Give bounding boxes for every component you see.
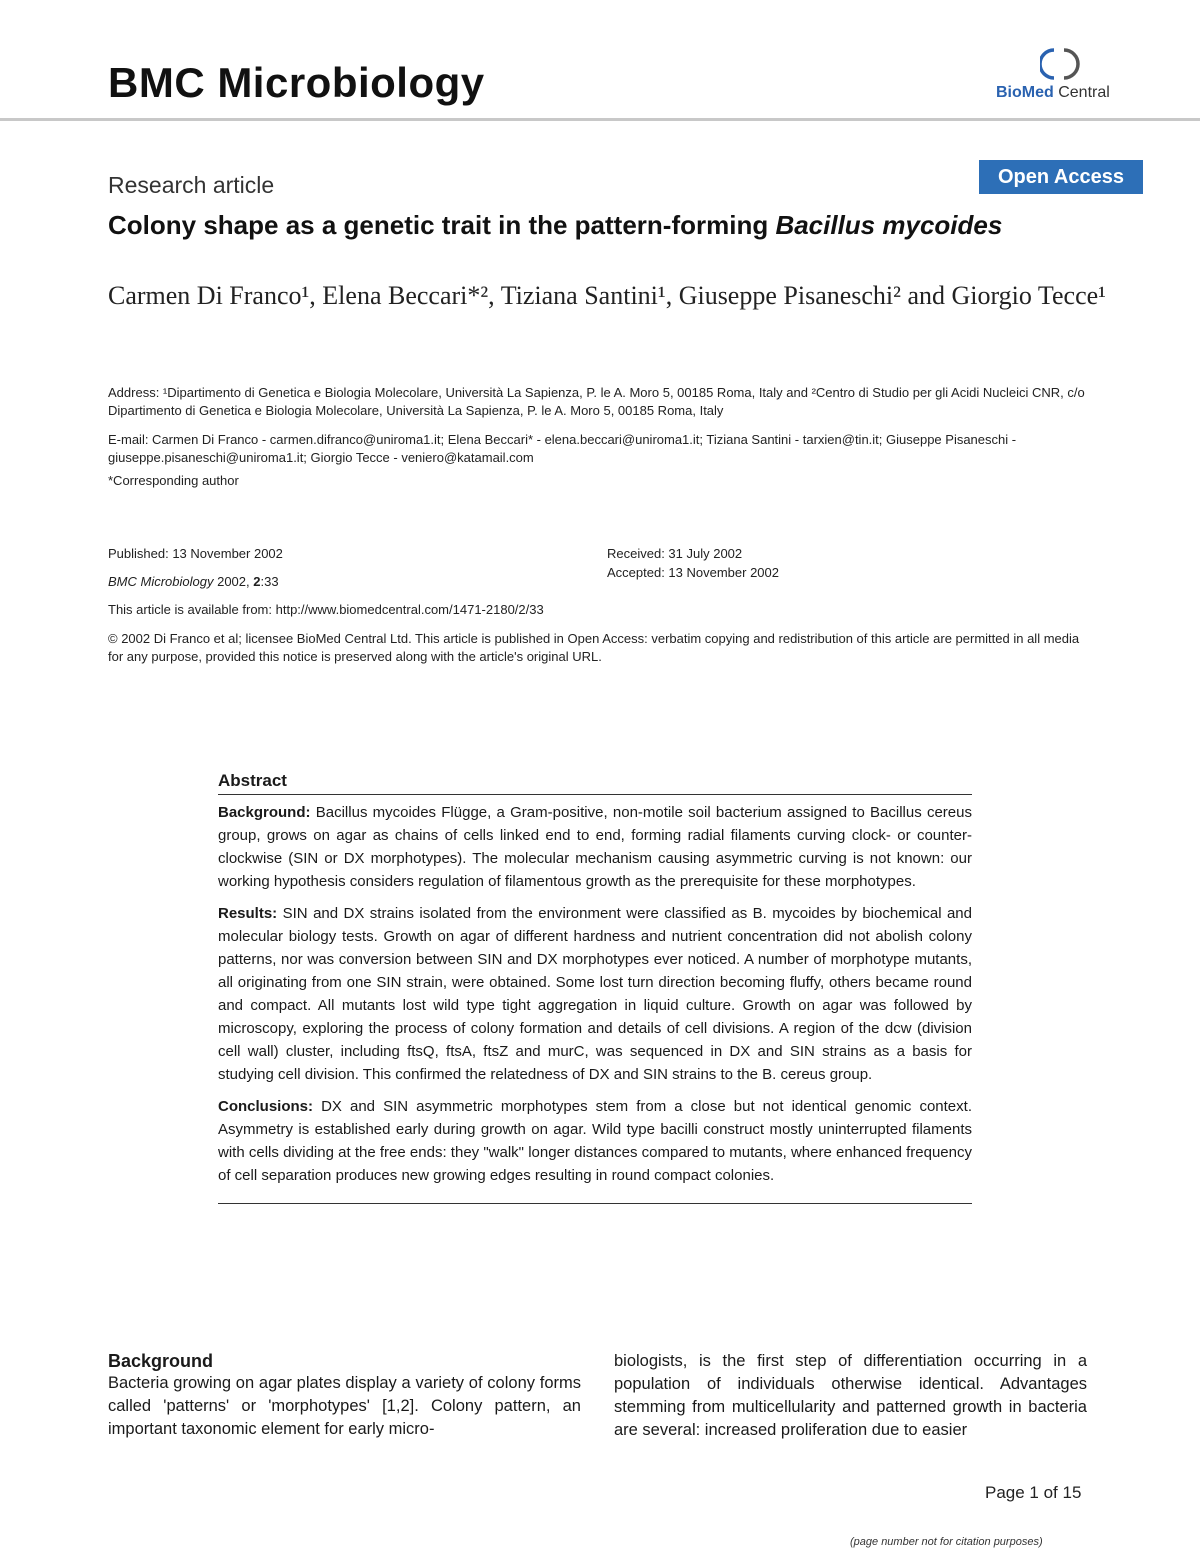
background-label: Background: bbox=[218, 804, 311, 821]
citation-journal: BMC Microbiology bbox=[108, 574, 214, 589]
abstract-background bbox=[218, 801, 972, 893]
body-paragraph-left: Bacteria growing on agar plates display a variety of colony forms called 'patterns' or 'morphotypes' [1,2]. Colony pattern, an important taxonomic element for early micro- bbox=[108, 1374, 581, 1438]
citation-volume: 2 bbox=[253, 574, 261, 589]
results-text: SIN and DX strains isolated from the environment were classified as B. mycoides by biochemical and molecular biology tests. Growth on agar of different hardness and nutrient concentration did not abolish colony patterns, nor was conversion between SIN and DX morphotypes ever noticed. A number of morphotype mutants, all originating from one SIN strain, were obtained. Some lost turn direction becoming fluffy, others became round and compact. All mutants lost wild type tight aggregation in liquid culture. Growth on agar was followed by microscopy, exploring the process of colony formation and details of cell divisions. A region of the dcw (division cell wall) cluster, including ftsQ, ftsA, ftsZ and murC, was sequenced in DX and SIN strains as a basis for studying cell division. This confirmed the relatedness of DX and SIN strains to the B. cereus group. bbox=[218, 905, 972, 1083]
abstract-divider bbox=[218, 1203, 972, 1204]
author-emails: E-mail: Carmen Di Franco - carmen.difranco@uniroma1.it; Elena Beccari* - elena.beccari@uniroma1.it; Tiziana Santini - tarxien@tin.it; Giuseppe Pisaneschi - giuseppe.pisaneschi@uniroma1.it; Giorgio Tecce - veniero@katamail.com bbox=[108, 432, 1017, 465]
published-date: Published: 13 November 2002 bbox=[108, 546, 283, 561]
open-access-badge: Open Access bbox=[979, 160, 1143, 194]
citation-page: :33 bbox=[260, 574, 279, 589]
body-paragraph-right: biologists, is the first step of differentiation occurring in a population of individuals otherwise identical. Advantages stemming from multicellularity and patterned growth in bacteria are several: increased proliferation due to easier bbox=[614, 1352, 1087, 1439]
citation-year: 2002, bbox=[213, 574, 254, 589]
article-type: Research article bbox=[108, 172, 275, 198]
title-main: Colony shape as a genetic trait in the pattern-forming bbox=[108, 210, 776, 240]
abstract-heading: Abstract bbox=[218, 770, 972, 795]
section-heading: Background bbox=[108, 1351, 214, 1371]
conclusions-text: DX and SIN asymmetric morphotypes stem from a close but not identical genomic context. Asymmetry is established early during growth on agar. Wild type bacilli construct mostly uninterrupted filaments with cells dividing at the free ends: they "walk" longer distances compared to mutants, where enhanced frequency of cell separation produces new growing edges resulting in round compact colonies. bbox=[218, 1098, 972, 1184]
results-label: Results: bbox=[218, 905, 278, 922]
author-list: Carmen Di Franco¹, Elena Beccari*², Tiziana Santini¹, Giuseppe Pisaneschi² and Giorgio Tecce¹ bbox=[108, 281, 1106, 310]
logo-text bbox=[996, 84, 1110, 102]
copyright-notice: © 2002 Di Franco et al; licensee BioMed Central Ltd. This article is published in Open Access: verbatim copying and redistribution of this article are permitted in all media for any purpose, provided this notice is preserved along with the article's original URL. bbox=[108, 631, 1080, 664]
conclusions-label: Conclusions: bbox=[218, 1098, 314, 1115]
page-number: Page 1 of 15 bbox=[985, 1483, 1082, 1502]
citation bbox=[108, 573, 279, 591]
header-divider bbox=[0, 118, 1200, 121]
page-number-note: (page number not for citation purposes) bbox=[850, 1536, 1043, 1548]
journal-title: BMC Microbiology bbox=[108, 59, 485, 106]
title-italic: Bacillus mycoides bbox=[775, 210, 1003, 240]
logo-mark-icon bbox=[1040, 46, 1080, 82]
corresponding-note: *Corresponding author bbox=[108, 473, 239, 488]
article-title bbox=[108, 208, 1068, 242]
logo-text-rest: Central bbox=[1053, 84, 1110, 101]
received-date: Received: 31 July 2002 bbox=[607, 546, 743, 561]
abstract bbox=[218, 770, 972, 1204]
abstract-results bbox=[218, 902, 972, 1086]
background-text: Bacillus mycoides Flügge, a Gram-positive, non-motile soil bacterium assigned to Bacillus cereus group, grows on agar as chains of cells linked end to end, forming radial filaments curving clock- or counter-clockwise (SIN or DX morphotypes). The molecular mechanism causing asymmetric curving is not known: our working hypothesis considers regulation of filamentous growth as the prerequisite for these morphotypes. bbox=[218, 804, 972, 890]
affiliations: Address: ¹Dipartimento di Genetica e Biologia Molecolare, Università La Sapienza, P. le A. Moro 5, 00185 Roma, Italy and ²Centro di Studio per gli Acidi Nucleici CNR, c/o Dipartimento di Genetica e Biologia Molecolare, Università La Sapienza, P. le A. Moro 5, 00185 Roma, Italy bbox=[108, 385, 1085, 418]
body-column-right bbox=[614, 1350, 1087, 1442]
accepted-date: Accepted: 13 November 2002 bbox=[607, 565, 779, 580]
abstract-conclusions bbox=[218, 1095, 972, 1187]
article-url[interactable]: This article is available from: http://www.biomedcentral.com/1471-2180/2/33 bbox=[108, 602, 544, 617]
biomed-central-logo bbox=[996, 46, 1136, 106]
body-column-left bbox=[108, 1350, 581, 1441]
logo-text-bold: BioMed bbox=[996, 84, 1054, 101]
